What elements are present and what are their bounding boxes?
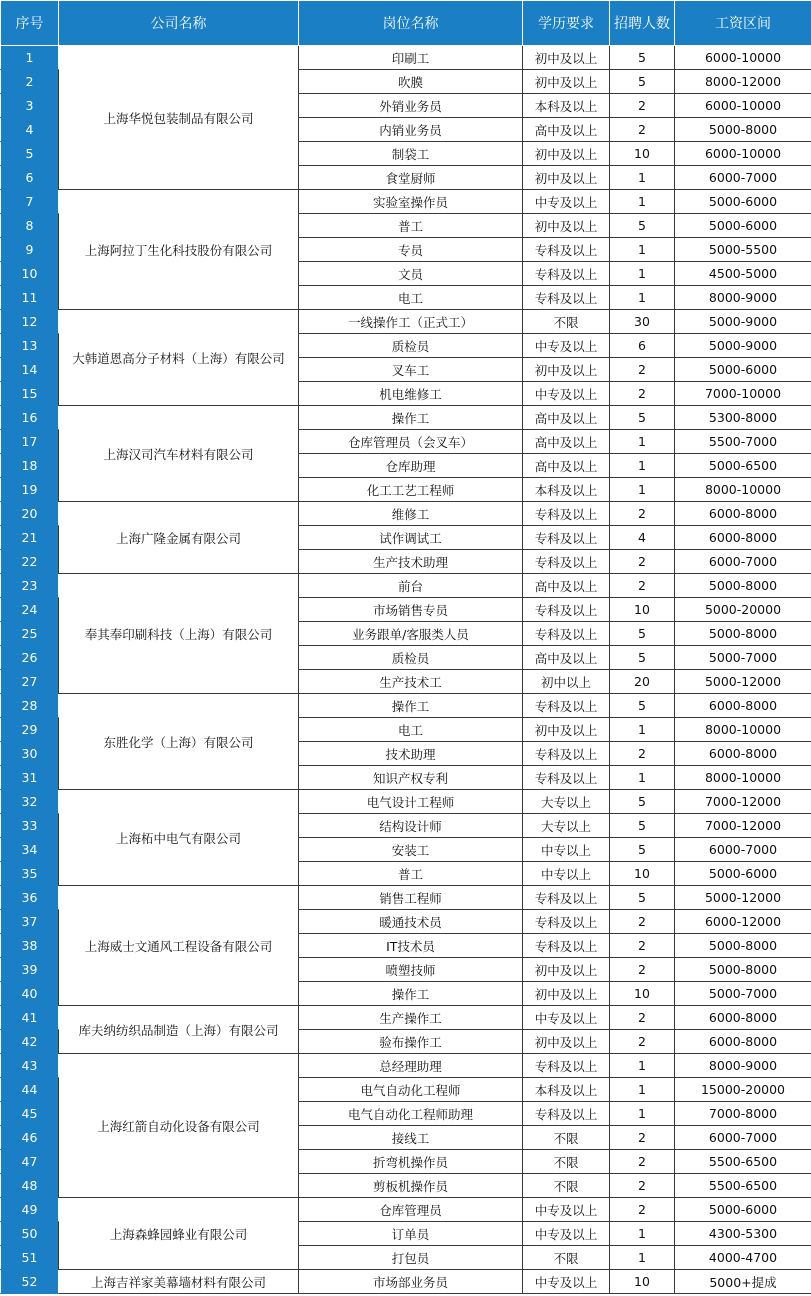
row-number: 9 [1, 238, 59, 262]
job-title: 叉车工 [299, 358, 523, 382]
job-title: 安装工 [299, 838, 523, 862]
row-number: 48 [1, 1174, 59, 1198]
row-number: 31 [1, 766, 59, 790]
hiring-count: 1 [610, 1078, 675, 1102]
job-title: 总经理助理 [299, 1054, 523, 1078]
job-title: 电工 [299, 718, 523, 742]
row-number: 7 [1, 190, 59, 214]
header-salary: 工资区间 [675, 1, 811, 46]
hiring-count: 2 [610, 742, 675, 766]
row-number: 10 [1, 262, 59, 286]
salary-range: 6000-10000 [675, 94, 811, 118]
hiring-count: 6 [610, 334, 675, 358]
hiring-count: 2 [610, 1030, 675, 1054]
salary-range: 5000-8000 [675, 934, 811, 958]
row-number: 4 [1, 118, 59, 142]
education-requirement: 不限 [523, 1246, 610, 1270]
hiring-count: 2 [610, 1126, 675, 1150]
hiring-count: 10 [610, 142, 675, 166]
salary-range: 8000-12000 [675, 70, 811, 94]
header-company: 公司名称 [59, 1, 299, 46]
education-requirement: 中专及以上 [523, 190, 610, 214]
table-body [1, 46, 811, 1294]
education-requirement: 中专及以上 [523, 382, 610, 406]
header-job: 岗位名称 [299, 1, 523, 46]
education-requirement: 中专以上 [523, 838, 610, 862]
row-number: 45 [1, 1102, 59, 1126]
salary-range: 5000-5500 [675, 238, 811, 262]
job-title: 暖通技术员 [299, 910, 523, 934]
job-title: 印刷工 [299, 46, 523, 70]
education-requirement: 初中及以上 [523, 358, 610, 382]
job-title: 电气设计工程师 [299, 790, 523, 814]
education-requirement: 大专以上 [523, 814, 610, 838]
table-row [1, 46, 811, 70]
job-title: 市场部业务员 [299, 1270, 523, 1294]
education-requirement: 初中及以上 [523, 1030, 610, 1054]
education-requirement: 中专及以上 [523, 1006, 610, 1030]
salary-range: 5000-8000 [675, 622, 811, 646]
hiring-count: 1 [610, 478, 675, 502]
salary-range: 5500-6500 [675, 1174, 811, 1198]
job-title: 制袋工 [299, 142, 523, 166]
hiring-count: 2 [610, 502, 675, 526]
row-number: 27 [1, 670, 59, 694]
header-education: 学历要求 [523, 1, 610, 46]
hiring-count: 5 [610, 838, 675, 862]
education-requirement: 初中以上 [523, 670, 610, 694]
salary-range: 6000-8000 [675, 742, 811, 766]
education-requirement: 专科及以上 [523, 1102, 610, 1126]
job-title: IT技术员 [299, 934, 523, 958]
salary-range: 5000-12000 [675, 886, 811, 910]
job-title: 操作工 [299, 982, 523, 1006]
table-row [1, 310, 811, 334]
row-number: 11 [1, 286, 59, 310]
row-number: 29 [1, 718, 59, 742]
hiring-count: 10 [610, 862, 675, 886]
salary-range: 6000-8000 [675, 1006, 811, 1030]
row-number: 12 [1, 310, 59, 334]
company-name: 大韩道恩高分子材料（上海）有限公司 [59, 310, 299, 406]
salary-range: 8000-9000 [675, 286, 811, 310]
hiring-count: 2 [610, 94, 675, 118]
job-title: 电气自动化工程师 [299, 1078, 523, 1102]
job-title: 接线工 [299, 1126, 523, 1150]
row-number: 25 [1, 622, 59, 646]
row-number: 21 [1, 526, 59, 550]
row-number: 20 [1, 502, 59, 526]
education-requirement: 专科及以上 [523, 910, 610, 934]
job-title: 喷塑技师 [299, 958, 523, 982]
job-title: 生产技术工 [299, 670, 523, 694]
education-requirement: 高中及以上 [523, 118, 610, 142]
hiring-count: 1 [610, 718, 675, 742]
company-name: 上海柘中电气有限公司 [59, 790, 299, 886]
job-title: 验布操作工 [299, 1030, 523, 1054]
job-title: 销售工程师 [299, 886, 523, 910]
header-row [1, 1, 811, 46]
education-requirement: 高中及以上 [523, 430, 610, 454]
row-number: 5 [1, 142, 59, 166]
education-requirement: 初中及以上 [523, 982, 610, 1006]
job-title: 仓库管理员（会叉车） [299, 430, 523, 454]
company-name: 上海威士文通风工程设备有限公司 [59, 886, 299, 1006]
job-title: 结构设计师 [299, 814, 523, 838]
salary-range: 6000-10000 [675, 46, 811, 70]
salary-range: 8000-10000 [675, 718, 811, 742]
education-requirement: 高中及以上 [523, 406, 610, 430]
row-number: 43 [1, 1054, 59, 1078]
row-number: 44 [1, 1078, 59, 1102]
salary-range: 4000-4700 [675, 1246, 811, 1270]
education-requirement: 初中及以上 [523, 70, 610, 94]
row-number: 39 [1, 958, 59, 982]
salary-range: 5000-6500 [675, 454, 811, 478]
hiring-count: 30 [610, 310, 675, 334]
education-requirement: 专科及以上 [523, 694, 610, 718]
salary-range: 7000-12000 [675, 790, 811, 814]
education-requirement: 专科及以上 [523, 262, 610, 286]
hiring-count: 5 [610, 646, 675, 670]
salary-range: 5300-8000 [675, 406, 811, 430]
salary-range: 5500-7000 [675, 430, 811, 454]
job-title: 业务跟单/客服类人员 [299, 622, 523, 646]
row-number: 15 [1, 382, 59, 406]
education-requirement: 专科及以上 [523, 886, 610, 910]
hiring-count: 5 [610, 694, 675, 718]
job-title: 电工 [299, 286, 523, 310]
hiring-count: 1 [610, 238, 675, 262]
row-number: 36 [1, 886, 59, 910]
salary-range: 5500-6500 [675, 1150, 811, 1174]
hiring-count: 2 [610, 1174, 675, 1198]
education-requirement: 不限 [523, 1174, 610, 1198]
education-requirement: 专科及以上 [523, 766, 610, 790]
salary-range: 6000-7000 [675, 838, 811, 862]
row-number: 3 [1, 94, 59, 118]
hiring-count: 10 [610, 1270, 675, 1294]
education-requirement: 高中及以上 [523, 574, 610, 598]
job-title: 操作工 [299, 406, 523, 430]
job-title: 市场销售专员 [299, 598, 523, 622]
hiring-count: 2 [610, 574, 675, 598]
company-name: 上海红箭自动化设备有限公司 [59, 1054, 299, 1198]
job-title: 操作工 [299, 694, 523, 718]
hiring-count: 2 [610, 1198, 675, 1222]
education-requirement: 高中及以上 [523, 646, 610, 670]
company-name: 库夫纳纺织品制造（上海）有限公司 [59, 1006, 299, 1054]
row-number: 37 [1, 910, 59, 934]
salary-range: 5000-9000 [675, 310, 811, 334]
table-row [1, 406, 811, 430]
hiring-count: 5 [610, 46, 675, 70]
row-number: 24 [1, 598, 59, 622]
hiring-count: 1 [610, 1246, 675, 1270]
job-title: 外销业务员 [299, 94, 523, 118]
hiring-count: 1 [610, 286, 675, 310]
company-name: 上海吉祥家美幕墙材料有限公司 [59, 1270, 299, 1294]
hiring-count: 2 [610, 958, 675, 982]
hiring-count: 5 [610, 70, 675, 94]
salary-range: 6000-7000 [675, 166, 811, 190]
row-number: 49 [1, 1198, 59, 1222]
table-row [1, 1054, 811, 1078]
hiring-count: 2 [610, 910, 675, 934]
job-title: 机电维修工 [299, 382, 523, 406]
salary-range: 5000-20000 [675, 598, 811, 622]
hiring-count: 5 [610, 406, 675, 430]
hiring-count: 10 [610, 982, 675, 1006]
hiring-count: 1 [610, 262, 675, 286]
hiring-count: 1 [610, 766, 675, 790]
hiring-count: 1 [610, 1054, 675, 1078]
hiring-count: 5 [610, 886, 675, 910]
salary-range: 5000-6000 [675, 358, 811, 382]
job-title: 前台 [299, 574, 523, 598]
salary-range: 5000-6000 [675, 190, 811, 214]
salary-range: 5000-6000 [675, 214, 811, 238]
salary-range: 7000-12000 [675, 814, 811, 838]
hiring-count: 2 [610, 1006, 675, 1030]
header-no: 序号 [1, 1, 59, 46]
hiring-count: 1 [610, 454, 675, 478]
row-number: 2 [1, 70, 59, 94]
job-title: 化工工艺工程师 [299, 478, 523, 502]
education-requirement: 初中及以上 [523, 718, 610, 742]
salary-range: 5000+提成 [675, 1270, 811, 1294]
row-number: 42 [1, 1030, 59, 1054]
hiring-count: 4 [610, 526, 675, 550]
salary-range: 6000-8000 [675, 1030, 811, 1054]
job-title: 维修工 [299, 502, 523, 526]
salary-range: 6000-12000 [675, 910, 811, 934]
salary-range: 8000-10000 [675, 766, 811, 790]
hiring-count: 5 [610, 622, 675, 646]
hiring-count: 2 [610, 382, 675, 406]
salary-range: 15000-20000 [675, 1078, 811, 1102]
job-title: 生产操作工 [299, 1006, 523, 1030]
education-requirement: 专科及以上 [523, 286, 610, 310]
education-requirement: 初中及以上 [523, 214, 610, 238]
salary-range: 6000-7000 [675, 550, 811, 574]
company-name: 上海汉司汽车材料有限公司 [59, 406, 299, 502]
salary-range: 5000-7000 [675, 646, 811, 670]
table-row [1, 1270, 811, 1294]
education-requirement: 初中及以上 [523, 142, 610, 166]
salary-range: 5000-8000 [675, 118, 811, 142]
row-number: 51 [1, 1246, 59, 1270]
company-name: 上海广隆金属有限公司 [59, 502, 299, 574]
education-requirement: 本科及以上 [523, 478, 610, 502]
company-name: 上海华悦包装制品有限公司 [59, 46, 299, 190]
education-requirement: 专科及以上 [523, 238, 610, 262]
hiring-count: 2 [610, 358, 675, 382]
education-requirement: 初中及以上 [523, 958, 610, 982]
row-number: 18 [1, 454, 59, 478]
education-requirement: 中专及以上 [523, 1198, 610, 1222]
job-title: 电气自动化工程师助理 [299, 1102, 523, 1126]
row-number: 8 [1, 214, 59, 238]
education-requirement: 不限 [523, 310, 610, 334]
education-requirement: 专科及以上 [523, 526, 610, 550]
hiring-count: 1 [610, 190, 675, 214]
company-name: 上海阿拉丁生化科技股份有限公司 [59, 190, 299, 310]
table-row [1, 694, 811, 718]
row-number: 14 [1, 358, 59, 382]
row-number: 26 [1, 646, 59, 670]
salary-range: 7000-10000 [675, 382, 811, 406]
education-requirement: 专科及以上 [523, 934, 610, 958]
education-requirement: 专科及以上 [523, 502, 610, 526]
education-requirement: 中专及以上 [523, 334, 610, 358]
row-number: 47 [1, 1150, 59, 1174]
salary-range: 4500-5000 [675, 262, 811, 286]
row-number: 23 [1, 574, 59, 598]
job-title: 吹膜 [299, 70, 523, 94]
job-title: 折弯机操作员 [299, 1150, 523, 1174]
education-requirement: 中专及以上 [523, 1270, 610, 1294]
table-row [1, 886, 811, 910]
job-title: 实验室操作员 [299, 190, 523, 214]
job-title: 文员 [299, 262, 523, 286]
education-requirement: 初中及以上 [523, 166, 610, 190]
row-number: 28 [1, 694, 59, 718]
company-name: 奉其奉印刷科技（上海）有限公司 [59, 574, 299, 694]
company-name: 东胜化学（上海）有限公司 [59, 694, 299, 790]
education-requirement: 专科及以上 [523, 598, 610, 622]
salary-range: 6000-8000 [675, 694, 811, 718]
table-row [1, 1006, 811, 1030]
salary-range: 5000-9000 [675, 334, 811, 358]
hiring-count: 20 [610, 670, 675, 694]
hiring-count: 1 [610, 1222, 675, 1246]
job-title: 食堂厨师 [299, 166, 523, 190]
row-number: 33 [1, 814, 59, 838]
header-count: 招聘人数 [610, 1, 675, 46]
job-title: 订单员 [299, 1222, 523, 1246]
table-row [1, 502, 811, 526]
salary-range: 6000-8000 [675, 526, 811, 550]
salary-range: 4300-5300 [675, 1222, 811, 1246]
hiring-count: 10 [610, 598, 675, 622]
job-title: 质检员 [299, 334, 523, 358]
salary-range: 5000-6000 [675, 862, 811, 886]
salary-range: 5000-8000 [675, 574, 811, 598]
row-number: 30 [1, 742, 59, 766]
salary-range: 6000-8000 [675, 502, 811, 526]
hiring-count: 2 [610, 1150, 675, 1174]
row-number: 34 [1, 838, 59, 862]
row-number: 40 [1, 982, 59, 1006]
row-number: 6 [1, 166, 59, 190]
job-title: 仓库管理员 [299, 1198, 523, 1222]
job-title: 打包员 [299, 1246, 523, 1270]
hiring-count: 5 [610, 790, 675, 814]
salary-range: 5000-12000 [675, 670, 811, 694]
job-title: 生产技术助理 [299, 550, 523, 574]
education-requirement: 中专及以上 [523, 1222, 610, 1246]
job-title: 内销业务员 [299, 118, 523, 142]
row-number: 19 [1, 478, 59, 502]
table-row [1, 574, 811, 598]
table-row [1, 190, 811, 214]
education-requirement: 不限 [523, 1126, 610, 1150]
table-row [1, 1198, 811, 1222]
job-title: 质检员 [299, 646, 523, 670]
education-requirement: 专科及以上 [523, 1054, 610, 1078]
education-requirement: 专科及以上 [523, 742, 610, 766]
salary-range: 5000-7000 [675, 982, 811, 1006]
row-number: 17 [1, 430, 59, 454]
hiring-count: 2 [610, 118, 675, 142]
education-requirement: 本科及以上 [523, 94, 610, 118]
job-title: 一线操作工（正式工） [299, 310, 523, 334]
row-number: 35 [1, 862, 59, 886]
job-title: 普工 [299, 862, 523, 886]
job-title: 知识产权专利 [299, 766, 523, 790]
table-row [1, 790, 811, 814]
education-requirement: 高中及以上 [523, 454, 610, 478]
job-title: 专员 [299, 238, 523, 262]
hiring-count: 1 [610, 430, 675, 454]
hiring-count: 1 [610, 1102, 675, 1126]
row-number: 13 [1, 334, 59, 358]
salary-range: 5000-6000 [675, 1198, 811, 1222]
row-number: 41 [1, 1006, 59, 1030]
salary-range: 6000-10000 [675, 142, 811, 166]
job-title: 剪板机操作员 [299, 1174, 523, 1198]
education-requirement: 大专以上 [523, 790, 610, 814]
salary-range: 8000-9000 [675, 1054, 811, 1078]
job-title: 技术助理 [299, 742, 523, 766]
education-requirement: 专科及以上 [523, 550, 610, 574]
hiring-count: 5 [610, 814, 675, 838]
row-number: 22 [1, 550, 59, 574]
job-title: 普工 [299, 214, 523, 238]
job-title: 仓库助理 [299, 454, 523, 478]
education-requirement: 专科及以上 [523, 622, 610, 646]
salary-range: 6000-7000 [675, 1126, 811, 1150]
row-number: 32 [1, 790, 59, 814]
row-number: 52 [1, 1270, 59, 1294]
salary-range: 5000-8000 [675, 958, 811, 982]
hiring-count: 2 [610, 550, 675, 574]
education-requirement: 初中及以上 [523, 46, 610, 70]
hiring-count: 2 [610, 934, 675, 958]
education-requirement: 本科及以上 [523, 1078, 610, 1102]
row-number: 46 [1, 1126, 59, 1150]
company-name: 上海森蜂园蜂业有限公司 [59, 1198, 299, 1270]
salary-range: 8000-10000 [675, 478, 811, 502]
job-title: 试作调试工 [299, 526, 523, 550]
hiring-count: 1 [610, 166, 675, 190]
hiring-count: 5 [610, 214, 675, 238]
row-number: 16 [1, 406, 59, 430]
education-requirement: 中专以上 [523, 862, 610, 886]
education-requirement: 不限 [523, 1150, 610, 1174]
row-number: 1 [1, 46, 59, 70]
row-number: 38 [1, 934, 59, 958]
row-number: 50 [1, 1222, 59, 1246]
salary-range: 7000-8000 [675, 1102, 811, 1126]
